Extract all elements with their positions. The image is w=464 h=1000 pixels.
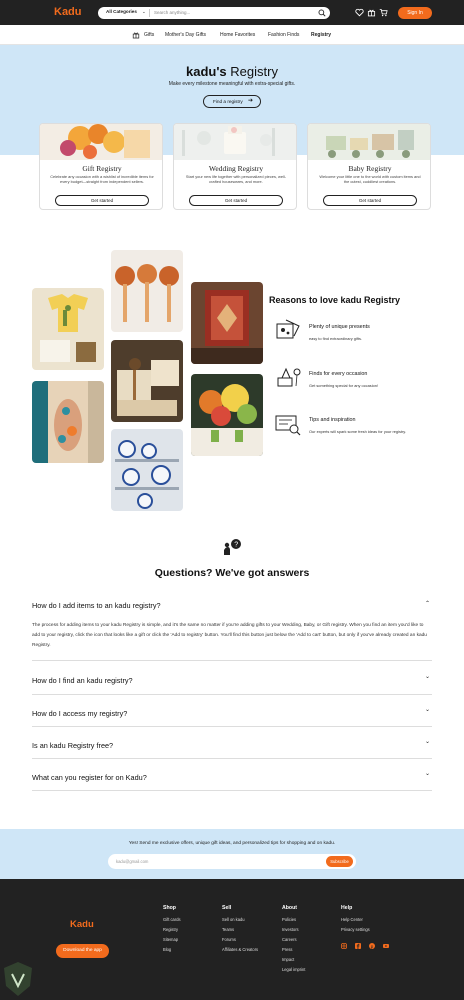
nav-item-fashion-finds[interactable]: Fashion Finds (268, 32, 300, 38)
palette-icon (274, 318, 302, 342)
faq-question[interactable]: How do I find an kadu registry? (32, 676, 133, 685)
footer-logo[interactable]: Kadu (70, 919, 94, 930)
newsletter-form (108, 854, 356, 869)
search-bar[interactable] (98, 7, 330, 19)
hero-subtitle: Make every milestone meaningful with extra-special gifts. (168, 81, 296, 87)
reason-title: Tips and inspiration (309, 417, 356, 423)
card-description: Celebrate any occasion with a wishlist of incredible items for every budget—straight from independent sellers. (50, 174, 154, 184)
divider (32, 790, 432, 791)
reason-description: Get something special for any occasion! (309, 383, 378, 388)
top-header (0, 0, 464, 25)
category-nav (0, 25, 464, 45)
pinterest-icon[interactable] (369, 943, 375, 949)
divider (32, 660, 432, 661)
footer-link[interactable]: Registry (163, 927, 179, 932)
faq-title: Questions? We've got answers (154, 567, 310, 579)
gift-boxes-image (111, 340, 183, 422)
card-title: Wedding Registry (208, 164, 264, 173)
arrow-right-icon: ➔ (247, 98, 253, 104)
divider (32, 726, 432, 727)
newsletter-text: Yes! Send me exclusive offers, unique gift ideas, and personalized tips for shopping and on kadu. (128, 841, 336, 846)
svg-text:p: p (370, 943, 374, 949)
chevron-down-icon[interactable]: ⌄ (425, 739, 431, 745)
nav-item-registry[interactable]: Registry (311, 32, 332, 38)
footer-link[interactable]: Forums (222, 937, 236, 942)
ceramics-image (111, 429, 183, 511)
get-started-button[interactable]: Get started (55, 195, 149, 206)
facebook-icon[interactable] (355, 943, 361, 949)
footer-link[interactable]: Careers (282, 937, 297, 942)
chevron-down-icon[interactable]: ⌄ (425, 674, 431, 680)
faq-question[interactable]: How do I access my registry? (32, 709, 128, 718)
footer-link[interactable]: Press (282, 947, 293, 952)
footer-link[interactable]: Blog (163, 947, 172, 952)
youtube-icon[interactable] (383, 943, 389, 949)
card-description: Start your new life together with personalized pieces, well-crafted housewares, and more. (185, 174, 287, 184)
card-title: Gift Registry (82, 164, 122, 173)
divider (32, 694, 432, 695)
card-title: Baby Registry (348, 164, 392, 173)
reason-description: easy to find extraordinary gifts. (309, 336, 362, 341)
gift-icon[interactable] (367, 8, 376, 17)
faq-question[interactable]: What can you register for on Kadu? (32, 773, 147, 782)
faq-question[interactable]: Is an kadu Registry free? (32, 741, 114, 750)
footer-link[interactable]: Gift cards (163, 917, 181, 922)
footer-link[interactable]: Privacy settings (341, 927, 370, 932)
wedding-registry-image (174, 124, 297, 160)
footer-link[interactable]: Sell on kadu (222, 917, 245, 922)
get-started-button[interactable]: Get started (323, 195, 417, 206)
shield-badge-icon (0, 958, 36, 1000)
flowers-table-image (191, 374, 263, 456)
subscribe-button[interactable]: Subscribe (326, 856, 353, 867)
footer-heading: Help (341, 905, 353, 911)
footer-link[interactable]: Teams (222, 927, 235, 932)
search-input[interactable]: Search anything... (154, 9, 191, 15)
footer-link[interactable]: Sitemap (163, 937, 179, 942)
footer-link[interactable]: Help Center (341, 917, 363, 922)
question-icon (222, 538, 242, 556)
email-input[interactable]: kadu@gmail.com (116, 859, 149, 864)
nav-item-gifts[interactable]: Gifts (144, 32, 155, 38)
footer-link[interactable]: Affiliates & Creators (222, 947, 259, 952)
chevron-down-icon[interactable]: ⌄ (425, 707, 431, 713)
card-description: Welcome your little one to the world with custom items and the cutest, cuddliest creations. (319, 174, 421, 184)
chevron-up-icon[interactable]: ⌃ (425, 601, 431, 607)
baby-registry-card (307, 123, 431, 210)
footer-heading: Sell (222, 905, 232, 911)
search-divider (149, 9, 150, 17)
footer-heading: Shop (163, 905, 176, 911)
divider (32, 758, 432, 759)
sign-in-button[interactable]: Sign In (398, 7, 432, 19)
logo[interactable]: Kadu (54, 6, 82, 18)
faq-question[interactable]: How do I add items to an kadu registry? (32, 601, 161, 610)
find-registry-button[interactable]: Find a registry ➔ (203, 95, 261, 108)
jewelry-image (32, 381, 104, 463)
rug-image (191, 282, 263, 364)
nav-item-mothers-day[interactable]: Mother's Day Gifts (165, 32, 206, 38)
footer-link[interactable]: Impact (282, 957, 295, 962)
heart-icon[interactable] (355, 8, 364, 17)
reason-title: Finds for every occasion (309, 371, 368, 377)
nav-item-home-favorites[interactable]: Home Favorites (220, 32, 256, 38)
gift-registry-image (40, 124, 163, 160)
search-icon[interactable] (318, 9, 326, 17)
gift-icon (132, 31, 140, 39)
instagram-icon[interactable] (341, 943, 347, 949)
get-started-button[interactable]: Get started (189, 195, 283, 206)
footer-link[interactable]: Policies (282, 917, 297, 922)
chevron-down-icon[interactable]: ⌄ (425, 771, 431, 777)
faq-answer: The process for adding items to your kadu Registry is simple, and it's the same no matter if you're adding gifts to your Wedding, Baby, or Gift registry. When you find an item you'd like to add to your registry, click the icon that looks like a gift or click the 'Add to registry' button. You'll find this button just below the 'Add to cart' button, but only if you've already created an kadu Registry. (32, 623, 427, 648)
idea-board-icon (274, 413, 302, 437)
footer-link[interactable]: Legal imprint (282, 967, 306, 972)
category-select[interactable]: All Categories (106, 9, 137, 14)
baby-clothes-image (32, 288, 104, 370)
wedding-registry-card (173, 123, 297, 210)
baby-registry-image (308, 124, 431, 160)
hero-title: kadu's Registry (186, 64, 278, 79)
party-icon (274, 366, 302, 390)
footer-link[interactable]: Investors (282, 927, 299, 932)
wooden-rattles-image (111, 250, 183, 332)
reason-description: Our experts will spark some fresh ideas for your registry. (309, 429, 407, 434)
reasons-title: Reasons to love kadu Registry (269, 295, 401, 305)
footer-heading: About (282, 905, 297, 911)
download-app-button[interactable]: Download the app (56, 944, 109, 958)
cart-icon[interactable] (379, 8, 388, 17)
gift-registry-card (39, 123, 163, 210)
reason-title: Plenty of unique presents (309, 324, 370, 330)
svg-text:?: ? (234, 541, 239, 549)
chevron-down-icon[interactable]: ⌄ (142, 9, 146, 14)
